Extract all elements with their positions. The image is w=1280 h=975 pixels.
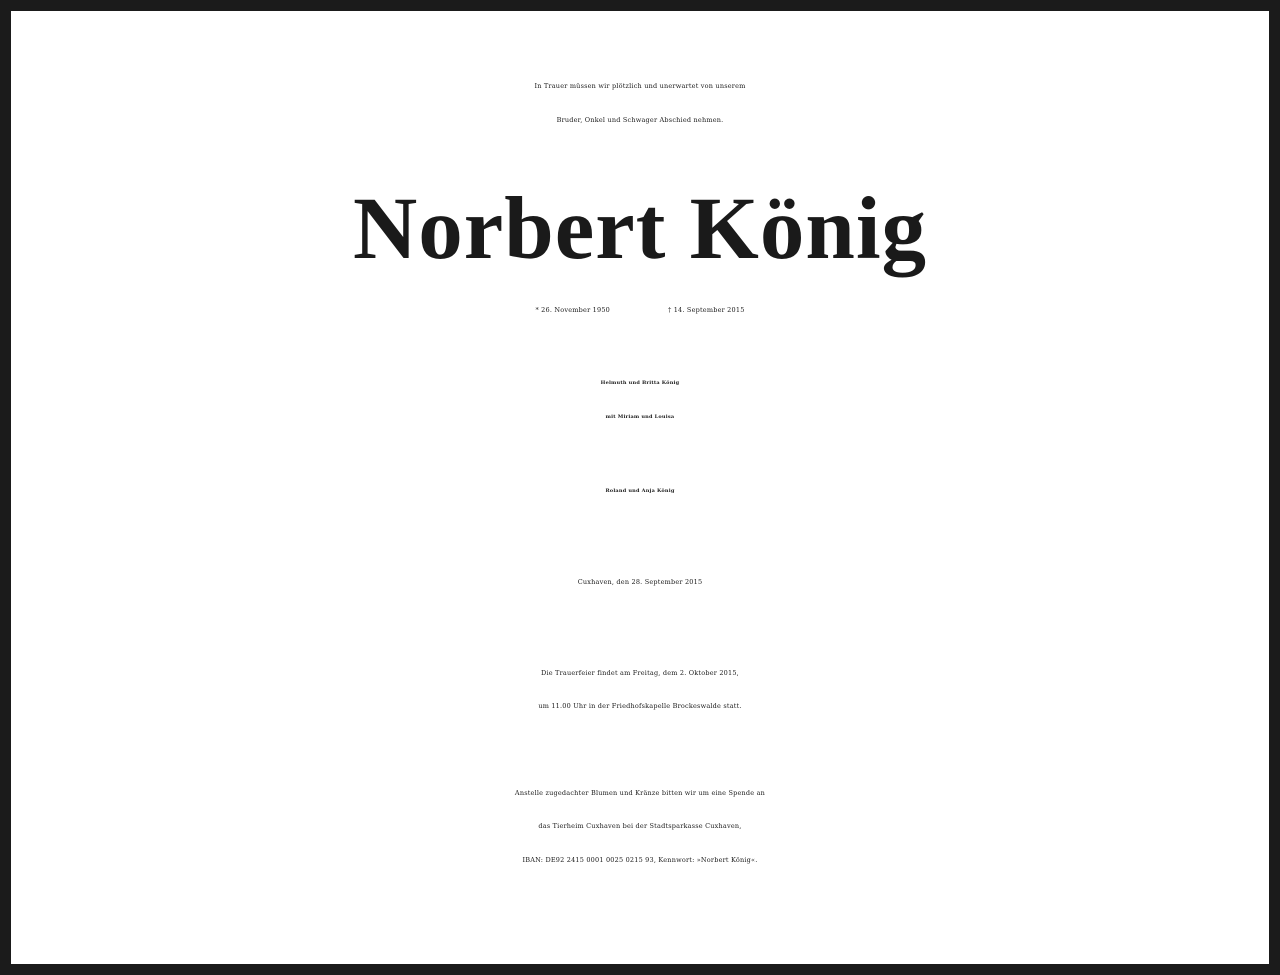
intro-line-2: Bruder, Onkel und Schwager Abschied nehmen. (556, 116, 724, 124)
mourners-group-1-line-2: mit Miriam und Louisa (605, 414, 675, 420)
donation-line-1: Anstelle zugedachter Blumen und Kränze bitten wir um eine Spende an (514, 789, 766, 797)
death-date: † 14. September 2015 (668, 306, 745, 314)
deceased-name: Norbert König (352, 180, 928, 278)
place-and-date: Cuxhaven, den 28. September 2015 (577, 578, 703, 586)
life-dates (11, 306, 1269, 314)
mourners-group-2-line-1: Roland und Anja König (605, 488, 675, 494)
funeral-line-1: Die Trauerfeier findet am Freitag, dem 2. Oktober 2015, (541, 669, 739, 677)
donation-line-2: das Tierheim Cuxhaven bei der Stadtsparkasse Cuxhaven, (538, 822, 742, 830)
mourners-group-1-line-1: Helmuth und Britta König (600, 380, 680, 386)
funeral-line-2: um 11.00 Uhr in der Friedhofskapelle Brockeswalde statt. (538, 702, 742, 710)
birth-date: * 26. November 1950 (535, 306, 610, 314)
donation-line-3: IBAN: DE92 2415 0001 0025 0215 93, Kennwort: »Norbert König«. (522, 856, 758, 864)
intro-line-1: In Trauer müssen wir plötzlich und unerwartet von unserem (534, 82, 746, 90)
